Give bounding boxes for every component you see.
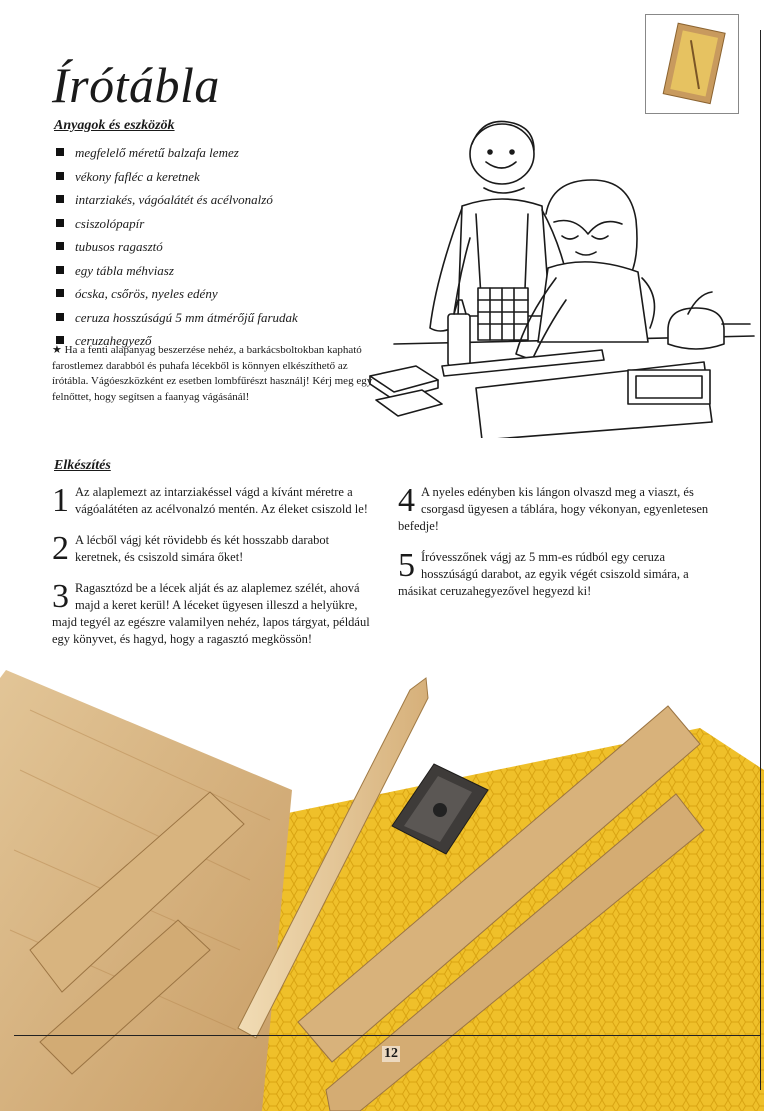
- right-margin-rule: [760, 30, 761, 1090]
- page-title: Írótábla: [52, 57, 220, 113]
- square-bullet-icon: [56, 313, 64, 321]
- step-number: 5: [398, 547, 415, 584]
- girls-crafting-illustration: [366, 118, 756, 438]
- step-4: [398, 484, 716, 535]
- square-bullet-icon: [56, 289, 64, 297]
- page-number: 12: [384, 1046, 398, 1061]
- steps-right-column: [398, 484, 716, 600]
- square-bullet-icon: [56, 195, 64, 203]
- list-item: ócska, csőrös, nyeles edény: [56, 282, 386, 306]
- bottom-margin-rule: [14, 1035, 760, 1036]
- square-bullet-icon: [56, 266, 64, 274]
- step-number: 3: [52, 578, 69, 615]
- list-item: egy tábla méhviasz: [56, 259, 386, 283]
- materials-list: [56, 141, 386, 353]
- step-text: A lécből vágj két rövidebb és két hosszabb darabot keretnek, és csiszold simára őket!: [75, 533, 330, 564]
- wax-tablet-icon: [646, 15, 738, 113]
- step-5: [398, 549, 716, 600]
- square-bullet-icon: [56, 219, 64, 227]
- list-item: intarziakés, vágóalátét és acélvonalzó: [56, 188, 386, 212]
- materials-photo: [0, 650, 764, 1111]
- list-item: tubusos ragasztó: [56, 235, 386, 259]
- list-item: vékony fafléc a keretnek: [56, 165, 386, 189]
- square-bullet-icon: [56, 172, 64, 180]
- step-number: 4: [398, 482, 415, 519]
- steps-left-column: [52, 484, 370, 648]
- list-item: ceruzahegyező: [56, 329, 386, 353]
- materials-heading: Anyagok és eszközök: [54, 118, 175, 133]
- list-item: csiszolópapír: [56, 212, 386, 236]
- step-number: 2: [52, 530, 69, 567]
- square-bullet-icon: [56, 242, 64, 250]
- list-item: ceruza hosszúságú 5 mm átmérőjű farudak: [56, 306, 386, 330]
- list-item: megfelelő méretű balzafa lemez: [56, 141, 386, 165]
- step-2: [52, 532, 370, 566]
- finished-tablet-thumbnail: [645, 14, 739, 114]
- step-3: [52, 580, 370, 648]
- step-1: [52, 484, 370, 518]
- step-text: A nyeles edényben kis lángon olvaszd meg a viaszt, és csorgasd ügyesen a táblára, hogy vékonyan, egyenletesen befedje!: [398, 485, 709, 533]
- step-text: Íróvesszőnek vágj az 5 mm-es rúdból egy ceruza hosszúságú darabot, az egyik végét csiszold simára, a másikat ceruzahegyezővel hegyezd ki!: [398, 550, 689, 598]
- step-number: 1: [52, 482, 69, 519]
- square-bullet-icon: [56, 148, 64, 156]
- step-text: Az alaplemezt az intarziakéssel vágd a kívánt méretre a vágóalátéten az acélvonalzó mentén. Az éleket csiszold le!: [75, 485, 368, 516]
- preparation-heading: Elkészítés: [54, 458, 111, 473]
- step-text: Ragasztózd be a lécek alját és az alaplemez szélét, ahová majd a keret kerül! A léceket ügyesen illeszd a helyükre, majd tegyél az egészre valamilyen nehéz, lapos tárgyat, például egy könyvet, és hagyd, hogy a ragasztó megkössön!: [52, 581, 370, 646]
- materials-note: ★ Ha a fenti alapanyag beszerzése nehéz, a barkácsboltokban kapható farostlemez darabból és puhafa lécekből is könnyen elkészíthető az írótábla. Vágóeszközként ez esetben lombfűrészt használj! Kérj meg egy felnőttet, hogy segítsen a faanyag vágásánál!: [52, 344, 373, 403]
